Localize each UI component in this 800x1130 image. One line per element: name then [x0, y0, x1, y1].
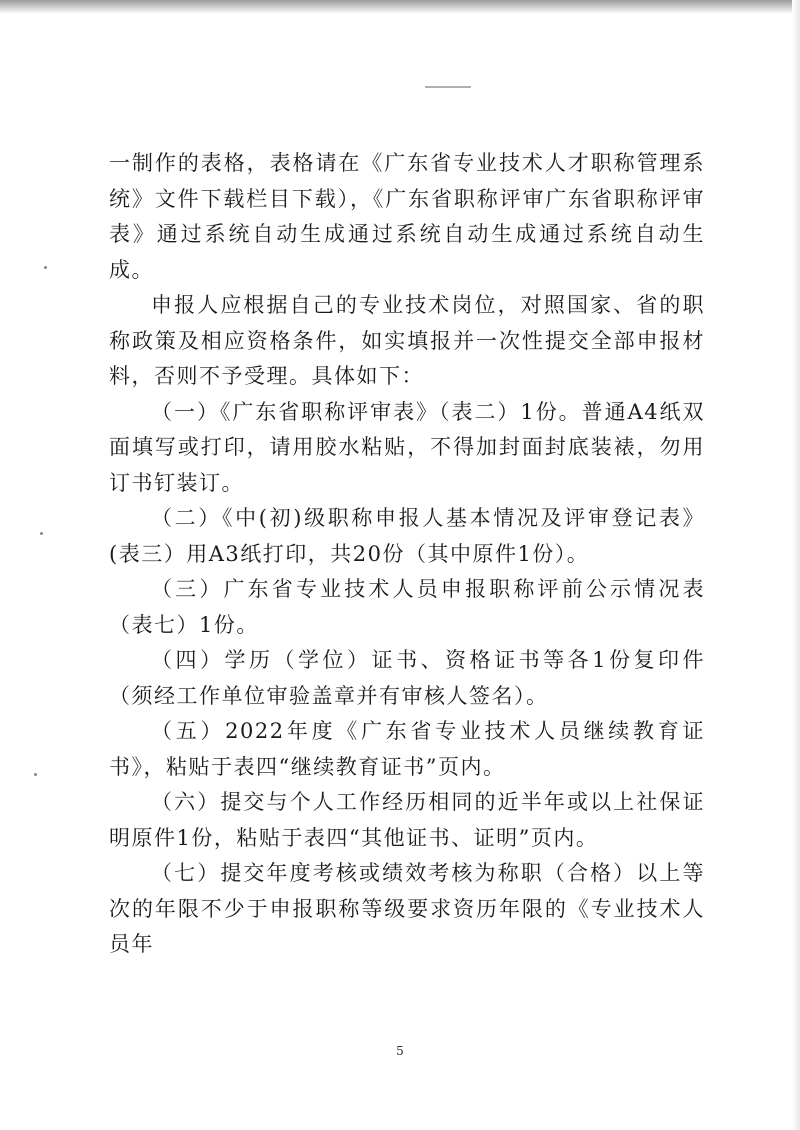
scan-artifact-mark: [425, 86, 471, 88]
scan-speck: [40, 532, 43, 535]
paragraph-item-6: （六）提交与个人工作经历相同的近半年或以上社保证明原件1份，粘贴于表四“其他证书、证明”页内。: [109, 790, 705, 850]
scan-right-shadow: [792, 0, 800, 1130]
scan-speck: [34, 773, 37, 776]
document-body: [109, 146, 705, 963]
paragraph-item-3: （三）广东省专业技术人员申报职称评前公示情况表（表七）1份。: [109, 577, 705, 637]
scan-speck: [44, 266, 47, 269]
paragraph-item-2: （二）《中(初)级职称申报人基本情况及评审登记表》(表三）用A3纸打印，共20份（其中原件1份）。: [109, 506, 705, 566]
paragraph-intro: 申报人应根据自己的专业技术岗位，对照国家、省的职称政策及相应资格条件，如实填报并一次性提交全部申报材料，否则不予受理。具体如下：: [109, 293, 705, 388]
paragraph-item-7: （七）提交年度考核或绩效考核为称职（合格）以上等次的年限不少于申报职称等级要求资历年限的《专业技术人员年: [109, 861, 705, 956]
paragraph-item-1: （一）《广东省职称评审表》（表二）1份。普通A4纸双面填写或打印，请用胶水粘贴，不得加封面封底装裱，勿用订书钉装订。: [109, 399, 705, 495]
paragraph-item-4: （四）学历（学位）证书、资格证书等各1份复印件（须经工作单位审验盖章并有审核人签名）。: [109, 648, 705, 708]
paragraph-item-5: （五）2022年度《广东省专业技术人员继续教育证书》，粘贴于表四“继续教育证书”页内。: [109, 719, 705, 779]
page-number: 5: [396, 1044, 404, 1058]
paragraph-continuation: 一制作的表格，表格请在《广东省专业技术人才职称管理系统》文件下载栏目下载），《广东省职称评审广东省职称评审表》通过系统自动生成通过系统自动生成通过系统自动生成。: [109, 151, 705, 282]
scan-top-shadow: [0, 0, 800, 14]
